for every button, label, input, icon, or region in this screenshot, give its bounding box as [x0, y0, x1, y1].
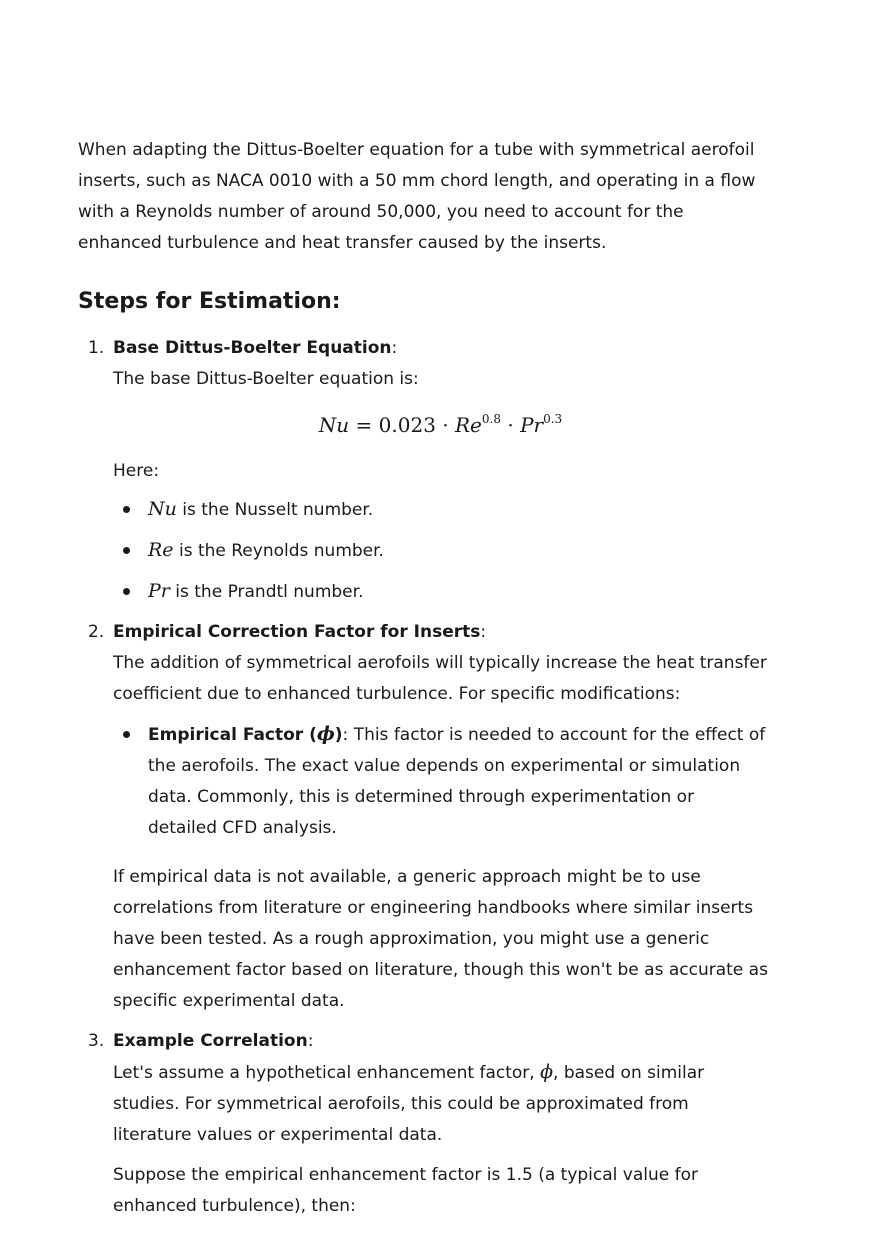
list-item — [113, 576, 768, 608]
step-2-paragraph: If empirical data is not available, a generic approach might be to use correlations from literature or engineering handbooks where similar inserts have been tested. As a rough approximation, you might use a generic enhancement factor based on literature, though this won't be as accurate as specific experimental data. — [113, 867, 768, 1011]
step-3-text-b: , based on similar studies. For symmetrical aerofoils, this could be approximated from literature values or experimental data. — [113, 1063, 705, 1145]
step-1 — [78, 333, 768, 608]
list-item — [113, 535, 768, 567]
factor-title-close: ) — [334, 725, 343, 745]
step-3-title-line — [113, 1026, 768, 1057]
factor-title-text: Empirical Factor ( — [148, 725, 317, 745]
eq-pr-exponent: 0.3 — [543, 412, 563, 426]
step-2-number: 2. — [88, 622, 105, 642]
variable-list — [113, 494, 768, 608]
step-2-colon: : — [480, 622, 487, 642]
list-item — [113, 719, 768, 844]
eq-pr: Pr — [520, 413, 544, 437]
var-symbol: Re — [148, 539, 174, 561]
step-2-text: The addition of symmetrical aerofoils will typically increase the heat transfer coefficient due to enhanced turbulence. For specific modifications: — [113, 653, 767, 704]
factor-list — [113, 719, 768, 844]
step-2 — [78, 617, 768, 1017]
eq-re: Re — [455, 413, 482, 437]
step-3-number: 3. — [88, 1031, 105, 1051]
step-3 — [78, 1026, 768, 1222]
step-1-colon: : — [391, 338, 398, 358]
eq-coefficient: = 0.023 · — [349, 413, 455, 437]
dittus-boelter-equation — [113, 410, 768, 440]
step-1-here: Here: — [113, 461, 160, 481]
phi-symbol: ϕ — [540, 1061, 554, 1083]
step-1-number: 1. — [88, 338, 105, 358]
list-item — [113, 494, 768, 526]
step-3-title: Example Correlation — [113, 1031, 308, 1051]
eq-nu: Nu — [318, 413, 350, 437]
eq-dot: · — [501, 413, 521, 437]
step-1-title-line — [113, 333, 768, 364]
eq-re-exponent: 0.8 — [481, 412, 501, 426]
phi-symbol: ϕ — [316, 723, 335, 745]
var-symbol: Nu — [148, 498, 177, 520]
var-symbol: Pr — [148, 580, 170, 602]
factor-description: : This factor is needed to account for the effect of the aerofoils. The exact value depends on experimental or simulation data. Commonly, this is determined through experimentation or detailed CFD analysis. — [148, 725, 766, 838]
step-2-title: Empirical Correction Factor for Inserts — [113, 622, 481, 642]
step-1-text: The base Dittus-Boelter equation is: — [113, 369, 419, 389]
step-3-colon: : — [307, 1031, 314, 1051]
document-page — [78, 135, 768, 1222]
var-description: is the Nusselt number. — [176, 500, 374, 520]
var-description: is the Prandtl number. — [169, 582, 364, 602]
step-2-title-line — [113, 617, 768, 648]
factor-title — [148, 725, 343, 745]
intro-paragraph: When adapting the Dittus-Boelter equation for a tube with symmetrical aerofoil inserts, such as NACA 0010 with a 50 mm chord length, and operating in a flow with a Reynolds number of around 50,000, you need to account for the enhanced turbulence and heat transfer caused by the inserts. — [78, 140, 756, 253]
var-description: is the Reynolds number. — [173, 541, 384, 561]
step-3-text-a: Let's assume a hypothetical enhancement factor, — [113, 1063, 541, 1083]
section-heading: Steps for Estimation: — [78, 289, 341, 314]
step-1-title: Base Dittus-Boelter Equation — [113, 338, 392, 358]
step-3-paragraph: Suppose the empirical enhancement factor is 1.5 (a typical value for enhanced turbulence), then: — [113, 1165, 699, 1216]
step-3-text — [113, 1057, 768, 1151]
